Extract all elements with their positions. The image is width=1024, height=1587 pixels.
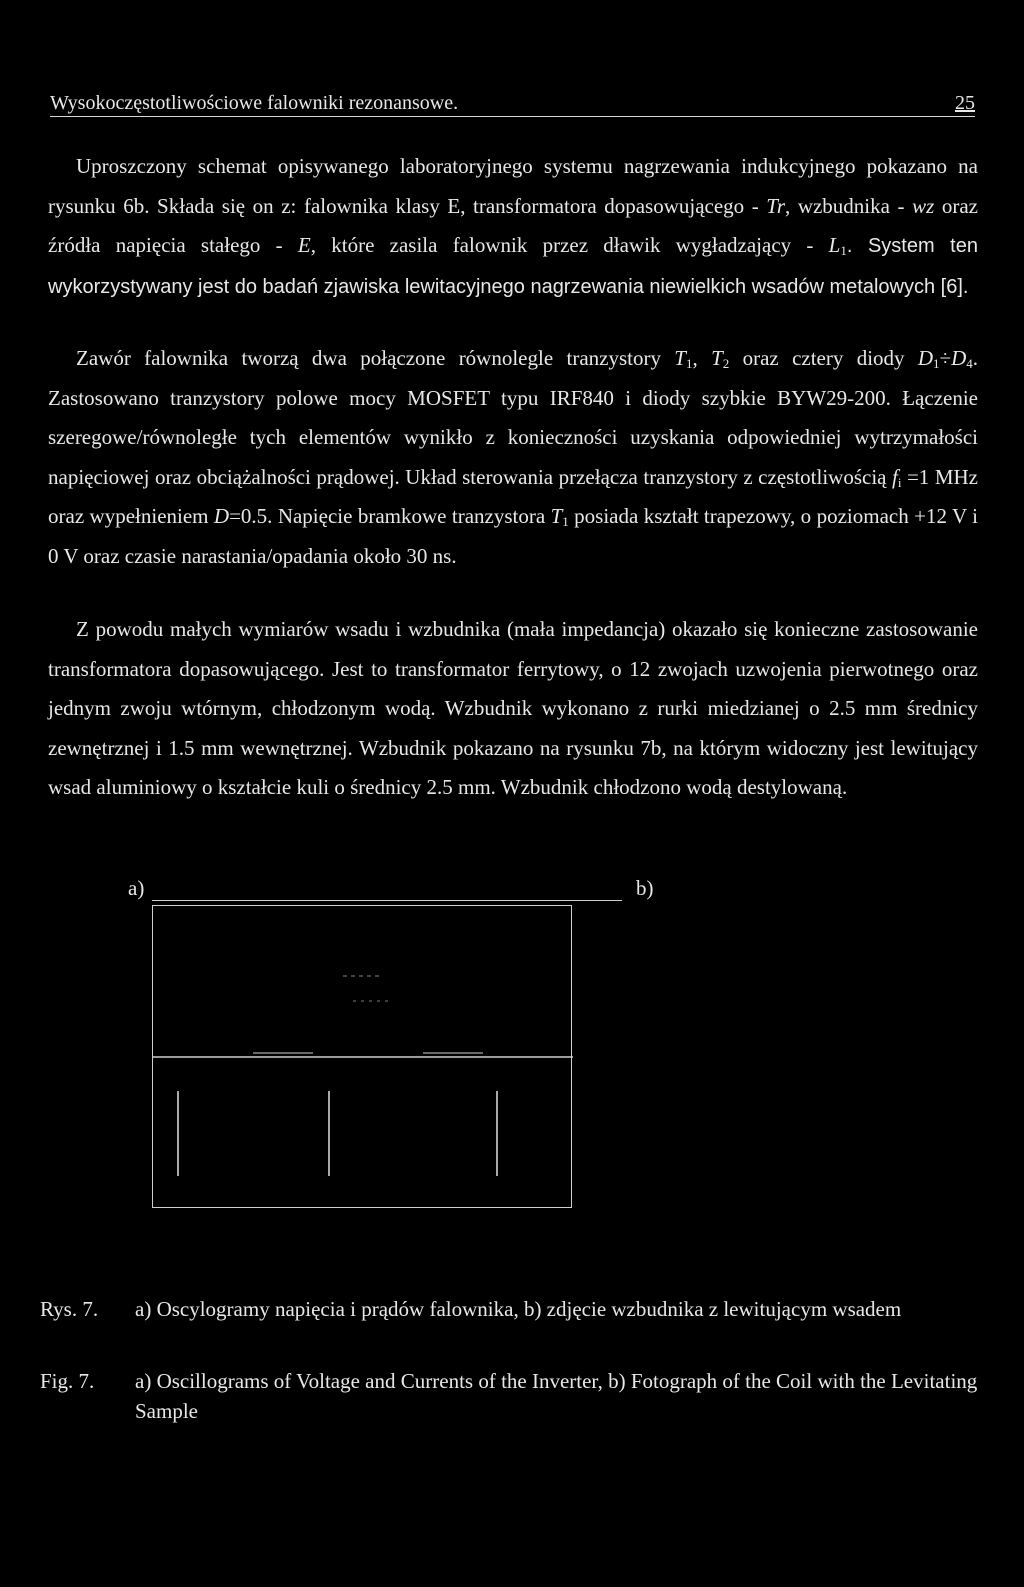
symbol-l-sub: 1 bbox=[840, 243, 847, 258]
oscillogram-image bbox=[152, 905, 572, 1208]
symbol-d1-sub: 1 bbox=[933, 356, 940, 371]
paragraph-2 bbox=[48, 339, 978, 576]
para1-text-5: . System ten wykorzystywany jest do badań zjawiska lewitacyjnego nagrzewania niewielkich wsadów metalowych [6]. bbox=[48, 235, 978, 298]
symbol-division: ÷ bbox=[939, 346, 952, 370]
caption-polish-body: a) Oscylogramy napięcia i prądów falownika, b) zdjęcie wzbudnika z lewitującym wsadem bbox=[135, 1297, 902, 1321]
para3-text: Z powodu małych wymiarów wsadu i wzbudnika (mała impedancja) okazało się konieczne zastosowanie transformatora dopasowującego. Jest to transformator ferrytowy, o 12 zwojach uzwojenia pierwotnego oraz jednym zwoju wtórnym, chłodzonym wodą. Wzbudnik wykonano z rurki miedzianej o 2.5 mm średnicy zewnętrznej i 1.5 mm wewnętrznej. Wzbudnik pokazano na rysunku 7b, na którym widoczny jest lewitujący wsad aluminiowy o kształcie kuli o średnicy 2.5 mm. Wzbudnik chłodzono wodą destylowaną. bbox=[48, 617, 978, 799]
symbol-d4: D bbox=[951, 346, 967, 370]
symbol-tr: Tr bbox=[766, 193, 785, 218]
paragraph-1 bbox=[48, 147, 978, 307]
figure-label-a: a) bbox=[128, 876, 145, 900]
symbol-d4-sub: 4 bbox=[966, 356, 973, 371]
symbol-e: E bbox=[297, 233, 311, 257]
figure-top-rule bbox=[152, 900, 622, 901]
oscillogram-traces bbox=[153, 906, 573, 1209]
symbol-f: f bbox=[891, 464, 898, 489]
symbol-t1-gate: T bbox=[550, 504, 563, 528]
symbol-d1: D bbox=[917, 346, 934, 370]
caption-english-body: a) Oscillograms of Voltage and Currents of the Inverter, b) Fotograph of the Coil with the Levitating Sample bbox=[135, 1369, 978, 1423]
caption-polish bbox=[40, 1294, 980, 1324]
caption-english bbox=[40, 1366, 980, 1426]
symbol-t1-gate-sub: 1 bbox=[562, 514, 569, 529]
symbol-d: D bbox=[213, 504, 230, 528]
symbol-t2: T bbox=[711, 346, 723, 370]
figure-label-b: b) bbox=[636, 876, 654, 900]
symbol-t2-sub: 2 bbox=[722, 356, 730, 371]
para1-text-2: , wzbudnika - bbox=[785, 193, 913, 218]
para2-text-2: oraz cztery diody bbox=[729, 346, 918, 370]
symbol-t1-sub: 1 bbox=[685, 356, 693, 371]
symbol-l: L bbox=[828, 233, 841, 257]
para1-text-3: oraz źródła napięcia stałego - bbox=[48, 193, 978, 257]
header-title: Wysokoczęstotliwościowe falowniki rezonansowe. bbox=[50, 92, 459, 114]
page-number: 25 bbox=[955, 92, 975, 114]
para2-comma: , bbox=[692, 346, 712, 370]
para2-text-5: =0.5. Napięcie bramkowe tranzystora bbox=[229, 504, 551, 528]
symbol-f-sub: i bbox=[897, 474, 902, 490]
symbol-wz: wz bbox=[912, 193, 935, 218]
running-header bbox=[50, 92, 975, 117]
caption-polish-lead: Rys. 7. bbox=[40, 1297, 99, 1321]
para2-text-1: Zawór falownika tworzą dwa połączone równolegle tranzystory bbox=[76, 346, 675, 370]
para2-text-6: posiada kształt trapezowy, o poziomach +12 V i 0 V oraz czasie narastania/opadania około 30 ns. bbox=[48, 504, 978, 568]
paragraph-3 bbox=[48, 610, 978, 808]
para1-text-4: , które zasila falownik przez dławik wygładzający - bbox=[310, 233, 829, 257]
para1-text-1: Uproszczony schemat opisywanego laboratoryjnego systemu nagrzewania indukcyjnego pokazano na rysunku 6b. Składa się on z: falownika klasy E, transformatora dopasowującego - bbox=[48, 154, 978, 218]
para2-text-4: =1 MHz oraz wypełnieniem bbox=[48, 464, 978, 528]
symbol-t1: T bbox=[674, 346, 686, 370]
caption-english-lead: Fig. 7. bbox=[40, 1369, 95, 1393]
para2-text-3: . Zastosowano tranzystory polowe mocy MOSFET typu IRF840 i diody szybkie BYW29-200. Łączenie szeregowe/równoległe tych elementów wynikło z konieczności uzyskania odpowiedniej wytrzymałości napięciowej oraz obciążalności prądowej. Układ sterowania przełącza tranzystory z częstotliwością bbox=[48, 346, 978, 489]
